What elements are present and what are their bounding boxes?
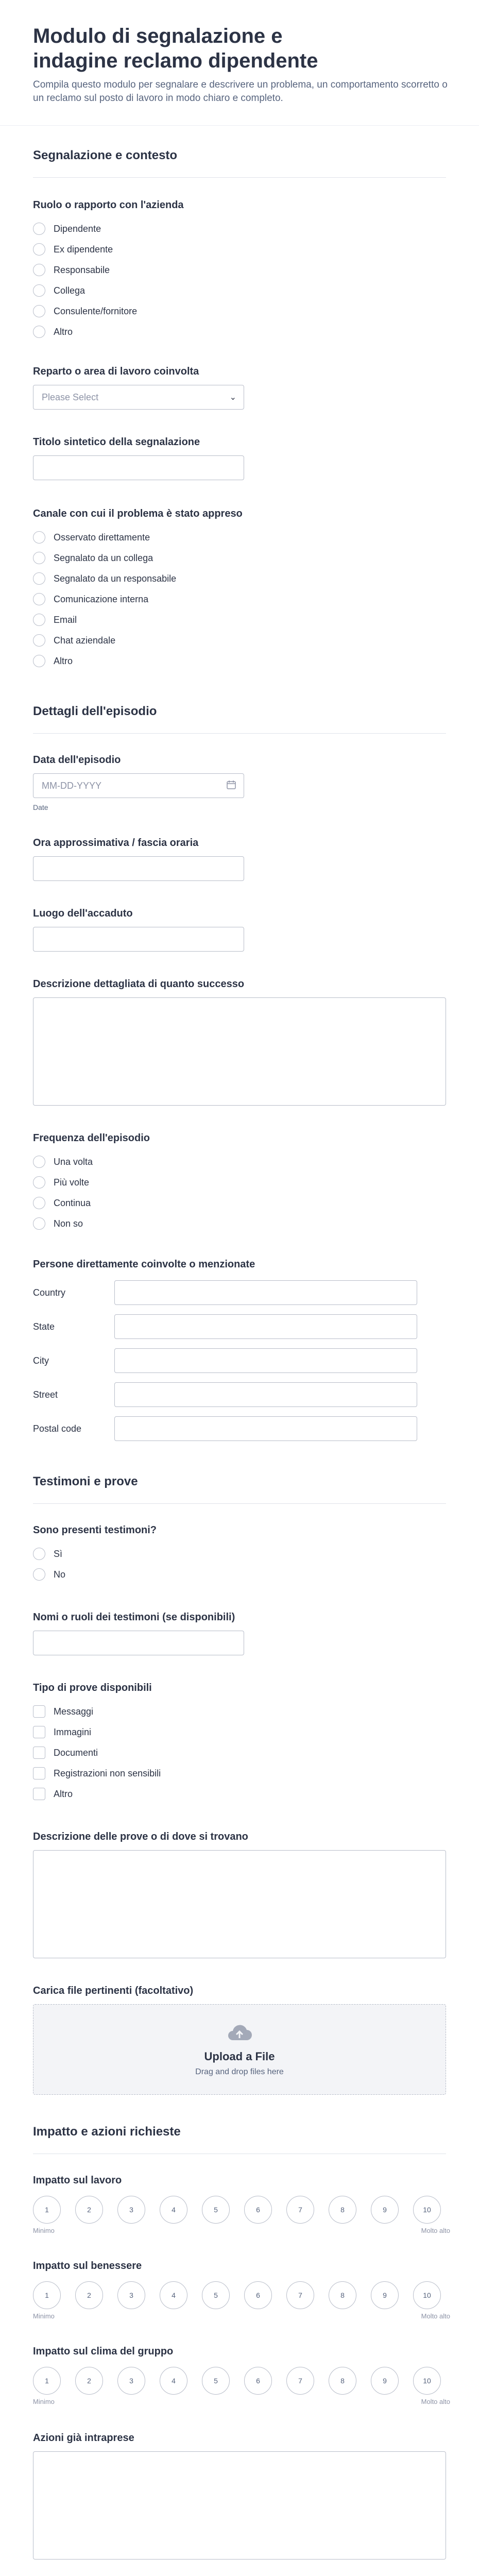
upload-title: Upload a File — [204, 2049, 275, 2063]
option-label: Registrazioni non sensibili — [54, 1768, 161, 1778]
section-divider — [33, 1503, 446, 1504]
checkbox-option[interactable] — [33, 1784, 446, 1804]
address-label: Street — [33, 1389, 58, 1400]
field-upload — [0, 1985, 479, 2095]
scale-option[interactable]: 4 — [160, 2196, 187, 2224]
checkbox[interactable] — [33, 1705, 45, 1718]
address-row-city — [33, 1344, 446, 1378]
option-label: Chat aziendale — [54, 635, 116, 646]
checkbox[interactable] — [33, 1767, 45, 1780]
field-label: Titolo sintetico della segnalazione — [33, 436, 200, 448]
field-testimoni — [0, 1524, 479, 1585]
field-impatto-benessere — [0, 2260, 479, 2320]
section-title-testimoni: Testimoni e prove — [33, 1475, 138, 1489]
scale-option[interactable]: 1 — [33, 2196, 61, 2224]
radio-option[interactable] — [33, 609, 446, 630]
date-input[interactable] — [33, 773, 244, 798]
option-label: Sì — [54, 1548, 63, 1559]
radio-option[interactable] — [33, 1564, 446, 1585]
field-label: Data dell'episodio — [33, 754, 121, 766]
options-prove — [33, 1701, 446, 1804]
postal-code-input[interactable] — [114, 1416, 417, 1441]
field-prove — [0, 1682, 479, 1804]
field-luogo — [0, 908, 479, 952]
city-input[interactable] — [114, 1348, 417, 1373]
scale-option[interactable]: 9 — [371, 2196, 399, 2224]
radio-circle[interactable] — [33, 593, 45, 605]
checkbox-option[interactable] — [33, 1701, 446, 1722]
field-frequenza — [0, 1132, 479, 1234]
radio-circle[interactable] — [33, 1548, 45, 1560]
field-label: Frequenza dell'episodio — [33, 1132, 150, 1144]
radio-circle[interactable] — [33, 572, 45, 585]
radio-option[interactable] — [33, 301, 446, 321]
checkbox-option[interactable] — [33, 1742, 446, 1763]
section-title-dettagli: Dettagli dell'episodio — [33, 704, 157, 719]
calendar-icon[interactable] — [226, 779, 236, 792]
radio-circle[interactable] — [33, 552, 45, 564]
scale-option[interactable]: 1 — [33, 2367, 61, 2395]
form-header — [0, 0, 479, 126]
option-label: Segnalato da un responsabile — [54, 573, 177, 584]
field-label: Canale con cui il problema è stato appreso — [33, 508, 243, 520]
scale-option[interactable]: 2 — [75, 2196, 103, 2224]
date-placeholder: MM-DD-YYYY — [42, 780, 101, 791]
scale-option[interactable]: 5 — [202, 2367, 230, 2395]
radio-circle[interactable] — [33, 264, 45, 276]
rating-scale — [33, 2281, 446, 2309]
scale-option[interactable]: 8 — [329, 2281, 356, 2309]
option-label: No — [54, 1569, 66, 1580]
nomi-testimoni-input[interactable] — [33, 1631, 244, 1655]
option-label: Comunicazione interna — [54, 594, 149, 604]
radio-circle[interactable] — [33, 1197, 45, 1209]
ora-input[interactable] — [33, 856, 244, 881]
field-azioni — [0, 2432, 479, 2560]
rating-scale — [33, 2367, 446, 2395]
field-nomi-testimoni — [0, 1612, 479, 1655]
scale-option[interactable]: 5 — [202, 2196, 230, 2224]
radio-circle[interactable] — [33, 284, 45, 297]
radio-option[interactable] — [33, 527, 446, 548]
checkbox-option[interactable] — [33, 1763, 446, 1784]
scale-min-label: Minimo — [33, 2312, 55, 2320]
option-label: Una volta — [54, 1156, 93, 1167]
scale-option[interactable]: 4 — [160, 2367, 187, 2395]
radio-option[interactable] — [33, 218, 446, 239]
radio-option[interactable] — [33, 1172, 446, 1193]
scale-option[interactable]: 7 — [286, 2281, 314, 2309]
address-row-state — [33, 1310, 446, 1344]
checkbox[interactable] — [33, 1747, 45, 1759]
field-label: Persone direttamente coinvolte o menzionate — [33, 1259, 255, 1270]
section-title-contesto: Segnalazione e contesto — [33, 148, 178, 163]
option-label: Dipendente — [54, 223, 101, 234]
scale-option[interactable]: 9 — [371, 2281, 399, 2309]
field-label: Tipo di prove disponibili — [33, 1682, 152, 1694]
field-label: Impatto sul clima del gruppo — [33, 2346, 174, 2358]
radio-circle[interactable] — [33, 531, 45, 544]
scale-option[interactable]: 1 — [33, 2281, 61, 2309]
option-label: Ex dipendente — [54, 244, 113, 255]
field-ruolo — [0, 199, 479, 342]
luogo-input[interactable] — [33, 927, 244, 952]
radio-circle[interactable] — [33, 326, 45, 338]
form-title: Modulo di segnalazione e indagine reclamo dipendente — [33, 25, 318, 72]
radio-circle[interactable] — [33, 243, 45, 256]
chevron-down-icon: ⌄ — [229, 393, 236, 402]
cloud-upload-icon — [226, 2023, 253, 2045]
radio-option[interactable] — [33, 630, 446, 651]
address-label: Postal code — [33, 1423, 82, 1434]
date-sublabel: Date — [33, 803, 48, 812]
field-data — [0, 754, 479, 811]
scale-option[interactable]: 10 — [413, 2196, 441, 2224]
option-label: Collega — [54, 285, 85, 296]
field-label: Azioni già intraprese — [33, 2432, 134, 2444]
field-label: Descrizione delle prove o di dove si trovano — [33, 1831, 248, 1843]
address-group — [33, 1276, 446, 1446]
radio-circle[interactable] — [33, 634, 45, 647]
scale-option[interactable]: 6 — [244, 2196, 272, 2224]
field-label: Carica file pertinenti (facoltativo) — [33, 1985, 194, 1997]
azioni-textarea[interactable] — [33, 2451, 446, 2560]
radio-option[interactable] — [33, 1544, 446, 1564]
scale-min-label: Minimo — [33, 2227, 55, 2235]
scale-option[interactable]: 8 — [329, 2367, 356, 2395]
field-canale — [0, 508, 479, 671]
scale-option[interactable]: 6 — [244, 2281, 272, 2309]
scale-labels — [33, 2398, 450, 2405]
radio-option[interactable] — [33, 548, 446, 568]
field-impatto-clima — [0, 2346, 479, 2405]
scale-labels — [33, 2227, 450, 2234]
radio-option[interactable] — [33, 280, 446, 301]
address-label: State — [33, 1321, 55, 1332]
street-input[interactable] — [114, 1382, 417, 1407]
scale-option[interactable]: 3 — [117, 2367, 145, 2395]
radio-option[interactable] — [33, 239, 446, 260]
checkbox-option[interactable] — [33, 1722, 446, 1742]
field-persone — [0, 1259, 479, 1446]
option-label: Immagini — [54, 1726, 92, 1737]
address-label: Country — [33, 1287, 66, 1298]
select-placeholder: Please Select — [42, 392, 99, 402]
address-label: City — [33, 1355, 49, 1366]
option-label: Responsabile — [54, 264, 110, 275]
option-label: Altro — [54, 1788, 73, 1799]
radio-option[interactable] — [33, 321, 446, 342]
radio-circle[interactable] — [33, 1568, 45, 1581]
radio-circle[interactable] — [33, 305, 45, 317]
checkbox[interactable] — [33, 1726, 45, 1738]
field-ora — [0, 837, 479, 881]
field-label: Impatto sul benessere — [33, 2260, 142, 2272]
scale-option[interactable]: 5 — [202, 2281, 230, 2309]
option-label: Continua — [54, 1197, 91, 1208]
scale-option[interactable]: 9 — [371, 2367, 399, 2395]
address-row-country — [33, 1276, 446, 1310]
option-label: Documenti — [54, 1747, 98, 1758]
scale-option[interactable]: 7 — [286, 2196, 314, 2224]
option-label: Segnalato da un collega — [54, 552, 153, 563]
option-label: Più volte — [54, 1177, 90, 1188]
field-label: Sono presenti testimoni? — [33, 1524, 157, 1536]
scale-option[interactable]: 10 — [413, 2367, 441, 2395]
field-descrizione — [0, 978, 479, 1106]
field-reparto — [0, 366, 479, 410]
scale-option[interactable]: 6 — [244, 2367, 272, 2395]
descr-prove-textarea[interactable] — [33, 1850, 446, 1958]
titolo-input[interactable] — [33, 455, 244, 480]
reparto-select[interactable] — [33, 385, 244, 410]
field-label: Ruolo o rapporto con l'azienda — [33, 199, 184, 211]
scale-option[interactable]: 2 — [75, 2367, 103, 2395]
scale-option[interactable]: 3 — [117, 2196, 145, 2224]
field-impatto-lavoro — [0, 2175, 479, 2234]
option-label: Osservato direttamente — [54, 532, 150, 543]
section-divider — [33, 177, 446, 178]
radio-circle[interactable] — [33, 614, 45, 626]
option-label: Email — [54, 614, 77, 625]
scale-max-label: Molto alto — [421, 2227, 450, 2235]
field-titolo — [0, 436, 479, 480]
options-testimoni — [33, 1544, 446, 1585]
field-label: Luogo dell'accaduto — [33, 908, 133, 920]
address-row-street — [33, 1378, 446, 1412]
option-label: Altro — [54, 655, 73, 666]
radio-option[interactable] — [33, 568, 446, 589]
scale-max-label: Molto alto — [421, 2312, 450, 2320]
form-subtitle: Compila questo modulo per segnalare e descrivere un problema, un comportamento scorretto o un reclamo sul posto di lavoro in modo chiaro e completo. — [33, 79, 448, 104]
radio-circle[interactable] — [33, 1156, 45, 1168]
options-frequenza — [33, 1151, 446, 1234]
field-label: Reparto o area di lavoro coinvolta — [33, 366, 199, 378]
radio-option[interactable] — [33, 260, 446, 280]
scale-option[interactable]: 3 — [117, 2281, 145, 2309]
scale-option[interactable]: 4 — [160, 2281, 187, 2309]
option-label: Altro — [54, 326, 73, 337]
field-label: Nomi o ruoli dei testimoni (se disponibili) — [33, 1612, 235, 1623]
radio-circle[interactable] — [33, 1176, 45, 1189]
radio-circle[interactable] — [33, 223, 45, 235]
section-title-impatto: Impatto e azioni richieste — [33, 2125, 181, 2139]
address-row-postal — [33, 1412, 446, 1446]
radio-circle[interactable] — [33, 655, 45, 667]
state-input[interactable] — [114, 1314, 417, 1339]
options-canale — [33, 527, 446, 671]
radio-circle[interactable] — [33, 1217, 45, 1230]
radio-option[interactable] — [33, 651, 446, 671]
radio-option[interactable] — [33, 1193, 446, 1213]
file-upload-dropzone[interactable] — [33, 2004, 446, 2095]
field-label: Impatto sul lavoro — [33, 2175, 122, 2187]
checkbox[interactable] — [33, 1788, 45, 1800]
option-label: Messaggi — [54, 1706, 94, 1717]
field-label: Ora approssimativa / fascia oraria — [33, 837, 199, 849]
options-ruolo — [33, 218, 446, 342]
scale-option[interactable]: 2 — [75, 2281, 103, 2309]
scale-max-label: Molto alto — [421, 2398, 450, 2406]
section-divider — [33, 733, 446, 734]
rating-scale — [33, 2196, 446, 2224]
descrizione-textarea[interactable] — [33, 997, 446, 1106]
scale-option[interactable]: 10 — [413, 2281, 441, 2309]
scale-labels — [33, 2312, 450, 2320]
upload-hint: Drag and drop files here — [195, 2067, 284, 2076]
scale-option[interactable]: 7 — [286, 2367, 314, 2395]
radio-option[interactable] — [33, 1151, 446, 1172]
scale-option[interactable]: 8 — [329, 2196, 356, 2224]
scale-min-label: Minimo — [33, 2398, 55, 2406]
option-label: Non so — [54, 1218, 83, 1229]
option-label: Consulente/fornitore — [54, 306, 138, 316]
field-label: Descrizione dettagliata di quanto successo — [33, 978, 245, 990]
radio-option[interactable] — [33, 589, 446, 609]
country-input[interactable] — [114, 1280, 417, 1305]
field-descr-prove — [0, 1831, 479, 1958]
radio-option[interactable] — [33, 1213, 446, 1234]
